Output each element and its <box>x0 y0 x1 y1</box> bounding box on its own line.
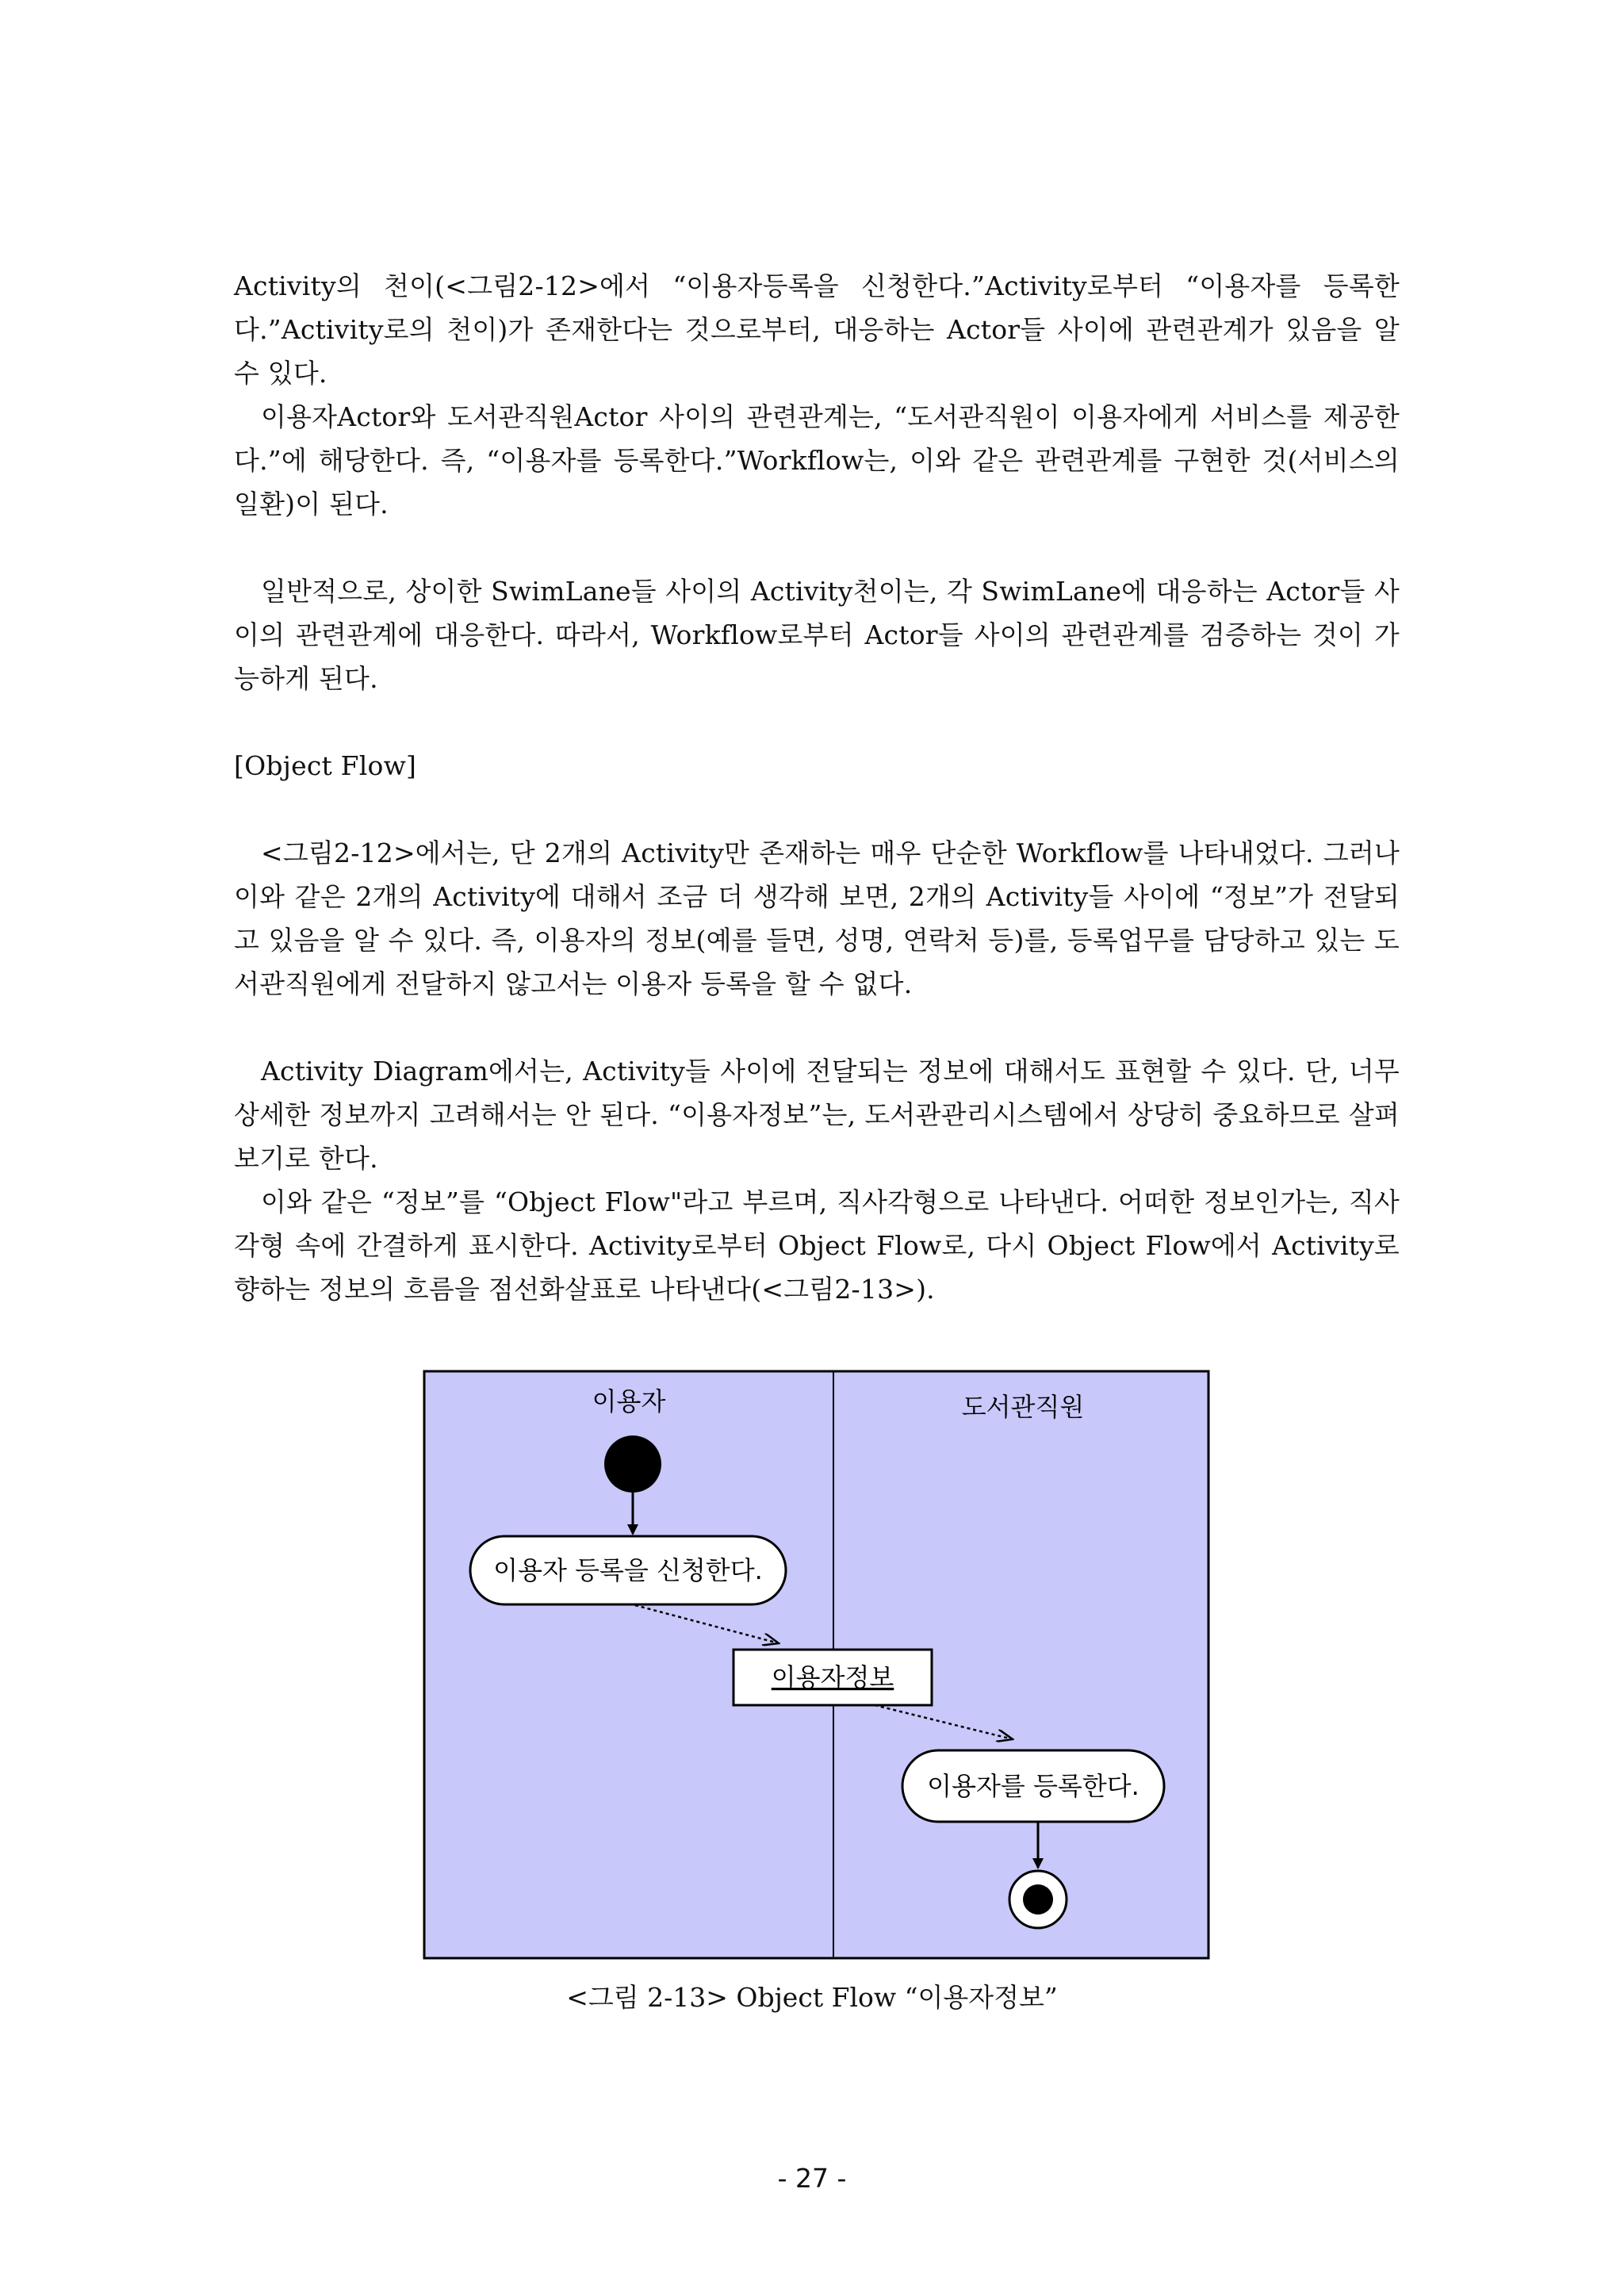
lane-title-user: 이용자 <box>592 1386 666 1416</box>
object-node-label: 이용자정보 <box>771 1662 894 1692</box>
section-heading: [Object Flow] <box>234 750 417 781</box>
initial-node <box>604 1435 661 1493</box>
final-node-core <box>1023 1884 1053 1915</box>
lane-title-staff: 도서관직원 <box>961 1392 1085 1422</box>
paragraph-spacer <box>234 1006 1400 1049</box>
paragraph-6: 이와 같은 “정보”를 “Object Flow"라고 부르며, 직사각형으로 나타낸다. 어떠한 정보인가는, 직사각형 속에 간결하게 표시한다. Activity로부터 Object Flow로, 다시 Object Flow에서 Activity로 향하는 정보의 흐름을 점선화살표로 나타낸다(<그림2-13>). <box>234 1186 1400 1305</box>
paragraph-spacer <box>234 700 1400 744</box>
paragraph-spacer <box>234 788 1400 831</box>
page-number: - 27 - <box>777 2163 847 2194</box>
paragraph-5: Activity Diagram에서는, Activity들 사이에 전달되는 정보에 대해서도 표현할 수 있다. 단, 너무 상세한 정보까지 고려해서는 안 된다. “이용자정보”는, 도서관관리시스템에서 상당히 중요하므로 살펴보기로 한다. <box>234 1056 1400 1174</box>
activity-apply-label: 이용자 등록을 신청한다. <box>493 1555 763 1585</box>
body-text <box>234 264 1400 1311</box>
activity-diagram <box>423 1370 1210 1960</box>
figure-caption: <그림 2-13> Object Flow “이용자정보” <box>566 1982 1058 2013</box>
paragraph-4: <그림2-12>에서는, 단 2개의 Activity만 존재하는 매우 단순한 Workflow를 나타내었다. 그러나 이와 같은 2개의 Activity에 대해서 조금 더 생각해 보면, 2개의 Activity들 사이에 “정보”가 전달되고 있음을 알 수 있다. 즉, 이용자의 정보(예를 들면, 성명, 연락처 등)를, 등록업무를 담당하고 있는 도서관직원에게 전달하지 않고서는 이용자 등록을 할 수 없다. <box>234 838 1400 999</box>
activity-register-label: 이용자를 등록한다. <box>927 1771 1139 1801</box>
paragraph-1: Activity의 천이(<그림2-12>에서 “이용자등록을 신청한다.”Activity로부터 “이용자를 등록한다.”Activity로의 천이)가 존재한다는 것으로부터, 대응하는 Actor들 사이에 관련관계가 있음을 알 수 있다. <box>234 270 1400 389</box>
paragraph-2: 이용자Actor와 도서관직원Actor 사이의 관련관계는, “도서관직원이 이용자에게 서비스를 제공한다.”에 해당한다. 즉, “이용자를 등록한다.”Workflow는, 이와 같은 관련관계를 구현한 것(서비스의 일환)이 된다. <box>234 401 1400 519</box>
paragraph-3: 일반적으로, 상이한 SwimLane들 사이의 Activity천이는, 각 SwimLane에 대응하는 Actor들 사이의 관련관계에 대응한다. 따라서, Workflow로부터 Actor들 사이의 관련관계를 검증하는 것이 가능하게 된다. <box>234 576 1400 694</box>
paragraph-spacer <box>234 526 1400 569</box>
activity-diagram-figure <box>423 1370 1210 1960</box>
